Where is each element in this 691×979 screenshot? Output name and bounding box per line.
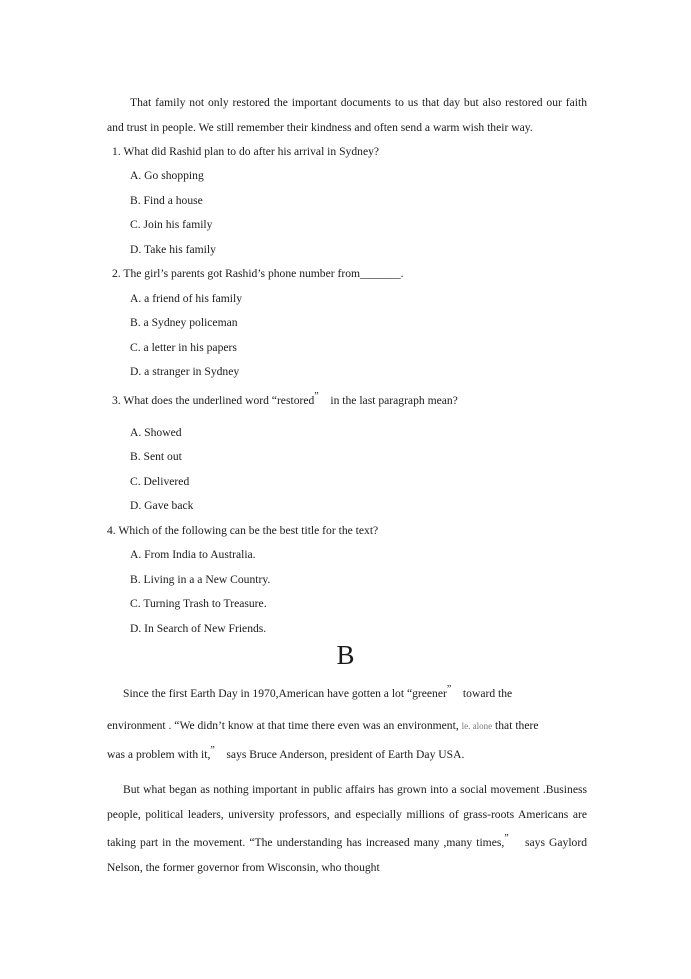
passage-b-line-1-start: Since the first Earth Day in 1970,American have gotten a lot “greener [123,686,447,700]
question-1-option-a: A. Go shopping [130,169,204,182]
question-3-option-b: B. Sent out [130,450,182,463]
question-2-stem: 2. The girl’s parents got Rashid’s phone number from_______. [112,267,404,280]
question-1-option-c: C. Join his family [130,218,213,231]
question-3-option-c: C. Delivered [130,475,190,488]
passage-b-paragraph-2-start: But what began as nothing important in public affairs has grown into a social movement .Business people, political leaders, university professors, and especially millions of grass-roots Americans are taking part in the movement. “The understanding has increased many ,many times, [107,783,587,850]
passage-b-paragraph-2 [107,778,587,880]
question-3-option-d: D. Gave back [130,499,194,512]
passage-b-line-2 [107,719,539,732]
question-4-option-b: B. Living in a a New Country. [130,573,271,586]
question-3-option-a: A. Showed [130,426,182,439]
question-4-stem: 4. Which of the following can be the best title for the text? [107,524,379,537]
question-3-quote-mark: ” [314,391,319,402]
question-2-option-b: B. a Sydney policeman [130,316,238,329]
question-3-stem-end: in the last paragraph mean? [330,393,458,407]
passage-b-line-3-mark: ” [210,745,215,756]
passage-b-line-2-end: that there [495,719,539,732]
passage-b-line-3 [107,745,464,761]
section-heading-b: B [336,640,355,670]
question-4-option-a: A. From India to Australia. [130,548,256,561]
passage-b-paragraph-2-end: says Gaylord Nelson, the former governor from Wisconsin, who thought [107,836,588,874]
question-1-option-b: B. Find a house [130,194,203,207]
question-1-option-d: D. Take his family [130,243,216,256]
question-3-stem-start: 3. What does the underlined word “restored [112,393,315,407]
passage-b-line-2-faint: le. alone [461,721,493,731]
question-2-option-c: C. a letter in his papers [130,341,237,354]
passage-b-line-1-mark: ” [446,684,452,695]
passage-b-line-1 [123,684,512,700]
passage-b-line-2-start: environment . “We didn’t know at that time there even was an environment, [107,719,462,732]
question-4-option-d: D. In Search of New Friends. [130,622,267,635]
passage-b-line-1-end: toward the [462,686,513,700]
question-3-stem [112,391,458,407]
intro-paragraph: That family not only restored the important documents to us that day but also restored our faith and trust in people. We still remember their kindness and often send a warm wish their way. [107,96,587,134]
question-4-option-c: C. Turning Trash to Treasure. [130,597,267,610]
question-1-stem: 1. What did Rashid plan to do after his arrival in Sydney? [112,145,380,158]
passage-b-line-3-start: was a problem with it, [107,747,211,761]
passage-b-line-3-end: says Bruce Anderson, president of Earth Day USA. [226,747,465,761]
question-2-option-d: D. a stranger in Sydney [130,365,240,378]
passage-b-paragraph-2-mark: ” [504,833,509,845]
question-2-option-a: A. a friend of his family [130,292,243,305]
